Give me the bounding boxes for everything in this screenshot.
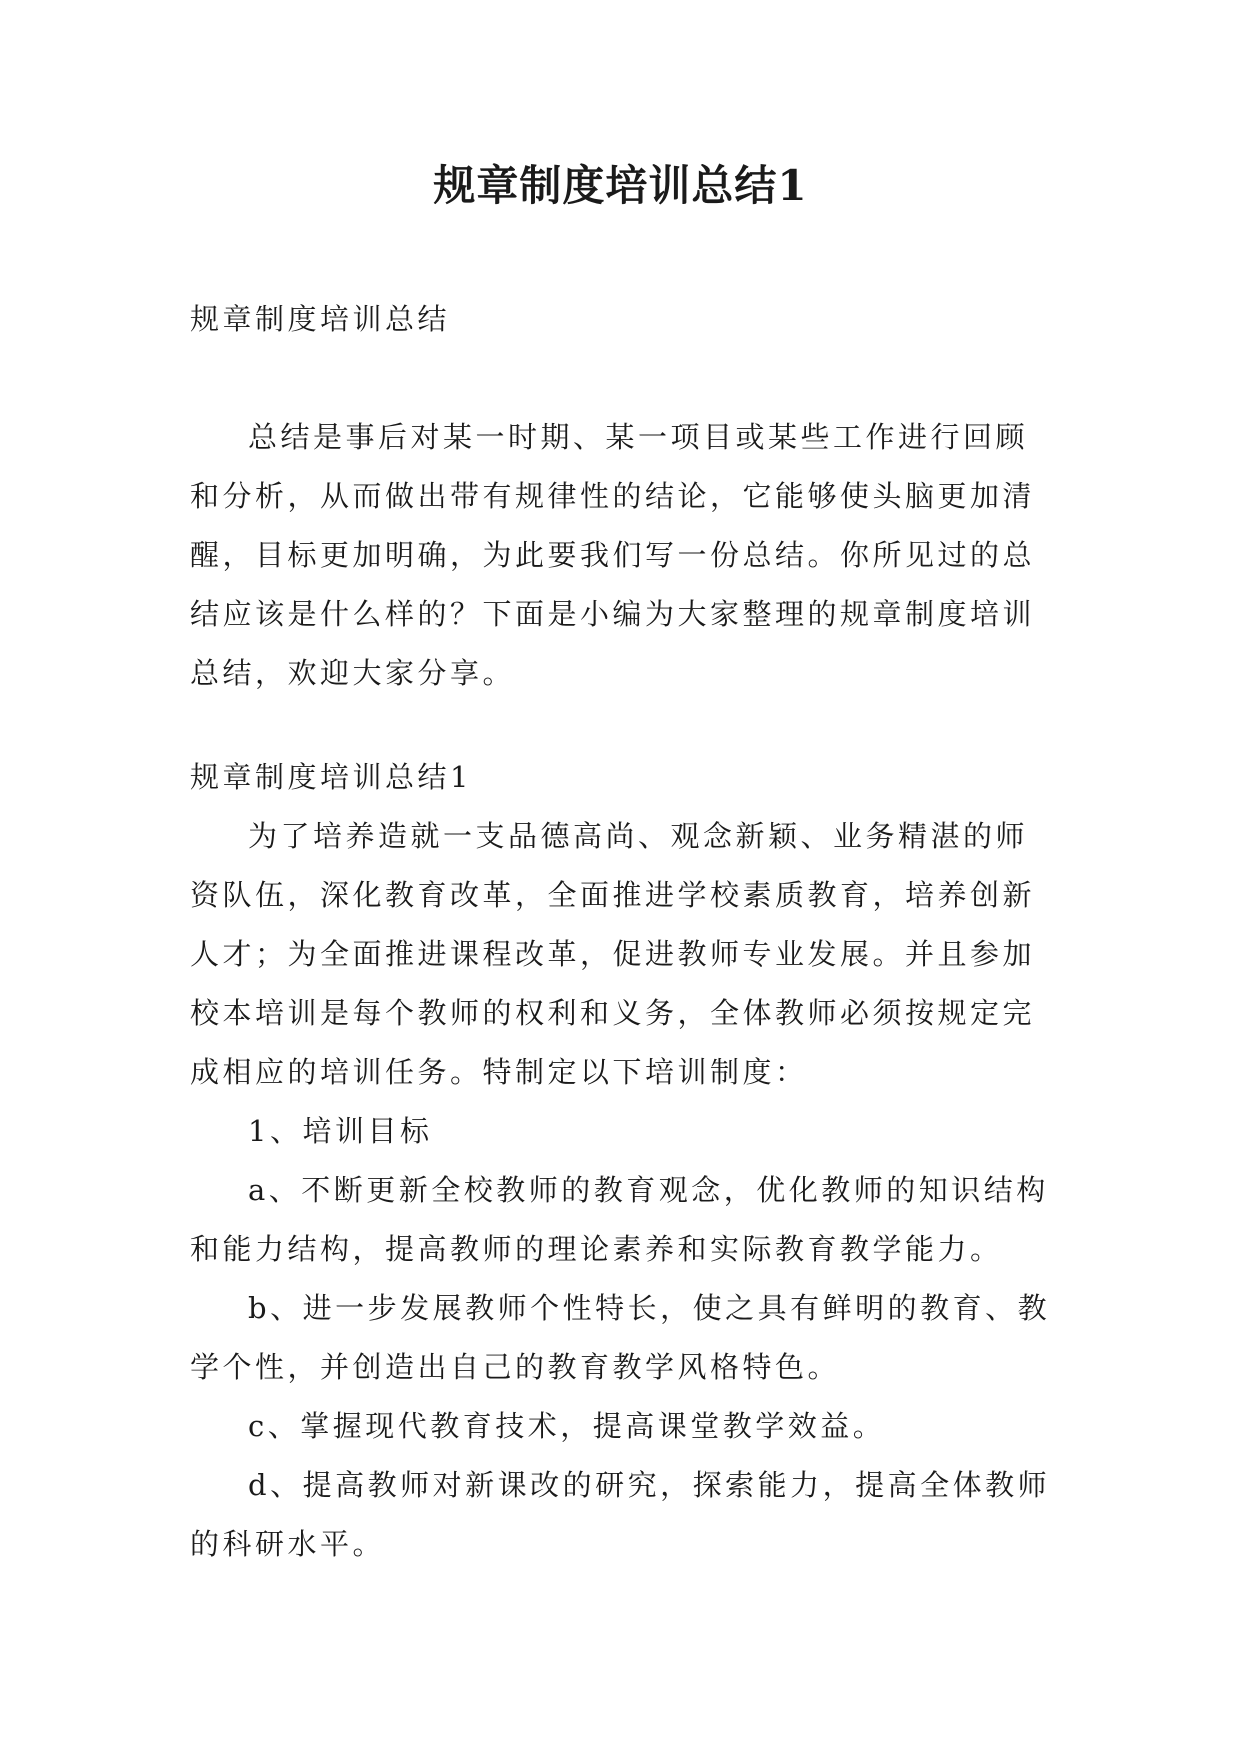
list-item-d: d、提高教师对新课改的研究，探索能力，提高全体教师的科研水平。	[190, 1468, 1051, 1561]
spacer	[190, 703, 1060, 748]
item-heading-training-goals: 1、培训目标	[248, 1114, 433, 1148]
section-paragraph: 为了培养造就一支品德高尚、观念新颖、业务精湛的师资队伍，深化教育改革，全面推进学校素质教育，培养创新人才；为全面推进课程改革，促进教师专业发展。并且参加校本培训是每个教师的权利和义务，全体教师必须按规定完成相应的培训任务。特制定以下培训制度：	[190, 819, 1036, 1089]
intro-paragraph: 总结是事后对某一时期、某一项目或某些工作进行回顾和分析，从而做出带有规律性的结论，它能够使头脑更加清醒，目标更加明确，为此要我们写一份总结。你所见过的总结应该是什么样的？下面是小编为大家整理的规章制度培训总结，欢迎大家分享。	[190, 420, 1036, 690]
spacer	[190, 349, 1060, 408]
list-item-c: c、掌握现代教育技术，提高课堂教学效益。	[248, 1409, 886, 1443]
document-title: 规章制度培训总结1	[433, 161, 808, 210]
list-item-a: a、不断更新全校教师的教育观念，优化教师的知识结构和能力结构，提高教师的理论素养和实际教育教学能力。	[190, 1173, 1049, 1266]
list-item-b: b、进一步发展教师个性特长，使之具有鲜明的教育、教学个性，并创造出自己的教育教学风格特色。	[190, 1291, 1051, 1384]
document-body	[190, 290, 1060, 1574]
section-heading: 规章制度培训总结1	[190, 760, 472, 794]
document-subtitle: 规章制度培训总结	[190, 302, 451, 336]
